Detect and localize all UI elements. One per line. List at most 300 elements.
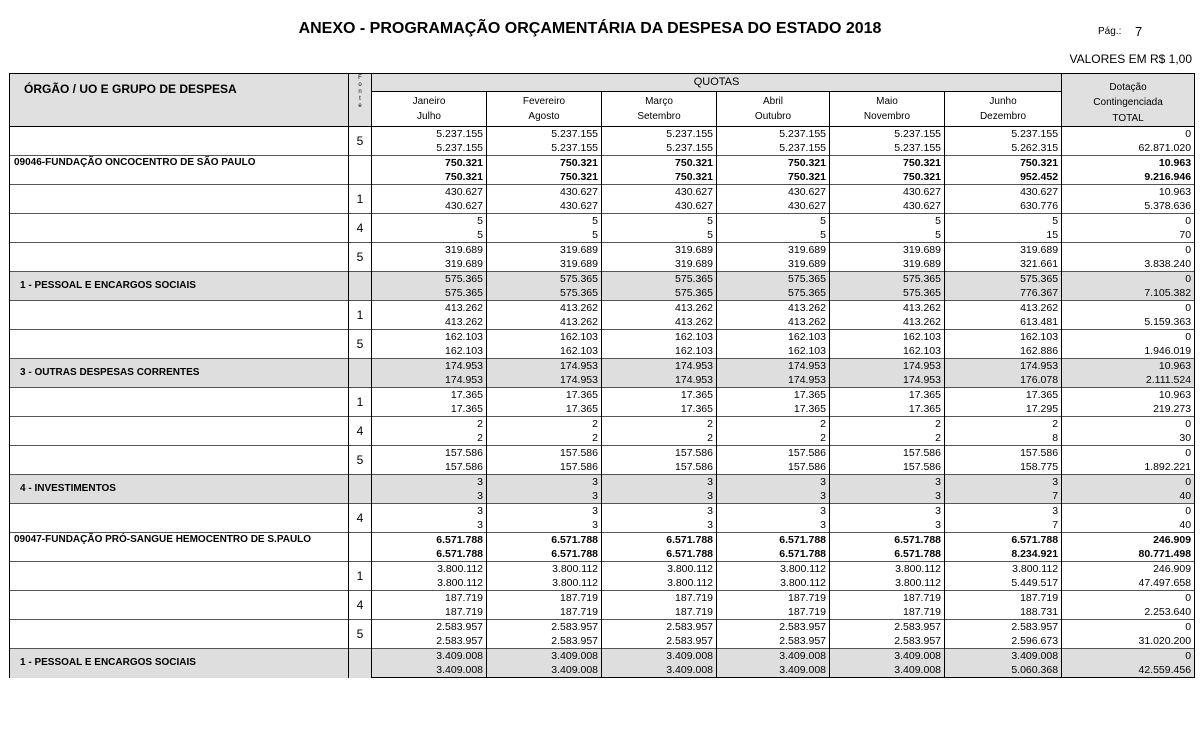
quota-value: 5.237.155 [372,127,487,142]
quota-value: 3.800.112 [830,576,945,591]
month-first-semester: Junho [989,96,1017,108]
contingency-value: 246.909 [1062,562,1195,577]
quota-value: 2.583.957 [830,620,945,635]
quota-value: 5 [717,228,830,243]
total-value: 31.020.200 [1062,634,1195,649]
quota-value: 157.586 [487,460,602,475]
quota-value: 430.627 [602,185,717,200]
quota-value: 3.800.112 [945,562,1062,577]
fonte-cell: 4 [349,504,372,533]
quota-value: 3.800.112 [487,576,602,591]
quota-value: 3.800.112 [717,576,830,591]
quota-value: 5.237.155 [487,127,602,142]
contingency-value: 10.963 [1062,359,1195,374]
fonte-cell: 5 [349,446,372,475]
quota-value: 162.103 [717,344,830,359]
quota-value: 5.237.155 [830,141,945,156]
quota-value: 3 [945,475,1062,490]
quota-value: 5.237.155 [945,127,1062,142]
quota-value: 750.321 [945,156,1062,171]
quota-value: 157.586 [372,460,487,475]
quota-value: 17.365 [487,402,602,417]
quota-value: 157.586 [372,446,487,461]
quota-value: 5.060.368 [945,663,1062,678]
total-value: 5.378.636 [1062,199,1195,214]
total-value: 9.216.946 [1062,170,1195,185]
quota-value: 3 [717,475,830,490]
quota-value: 413.262 [487,301,602,316]
quota-value: 3 [945,504,1062,519]
quota-value: 2.583.957 [602,634,717,649]
quota-value: 413.262 [945,301,1062,316]
quota-value: 8 [945,431,1062,446]
quota-value: 3 [602,504,717,519]
contingency-value: 0 [1062,214,1195,229]
fonte-cell: 1 [349,185,372,214]
quota-value: 6.571.788 [717,533,830,548]
quota-value: 776.367 [945,286,1062,301]
quota-value: 5 [372,214,487,229]
quota-value: 319.689 [372,257,487,272]
quota-value: 750.321 [372,156,487,171]
budget-table [9,73,1195,678]
quota-value: 157.586 [602,446,717,461]
fonte-cell: 1 [349,562,372,591]
quota-value: 3 [602,518,717,533]
contingency-value: 0 [1062,446,1195,461]
contingency-value: 0 [1062,127,1195,142]
table-row [10,185,1195,200]
quota-value: 6.571.788 [830,533,945,548]
quota-value: 430.627 [372,185,487,200]
contingency-value: 0 [1062,504,1195,519]
total-value: 219.273 [1062,402,1195,417]
fonte-header-letter: e [358,103,362,109]
quota-value: 3 [487,475,602,490]
quota-value: 187.719 [487,605,602,620]
quota-value: 3.409.008 [602,663,717,678]
table-row [10,214,1195,229]
quota-value: 162.103 [830,330,945,345]
month-first-semester: Janeiro [412,96,446,108]
quota-value: 5 [602,228,717,243]
quota-value: 3 [830,518,945,533]
row-label [10,388,349,417]
fonte-cell: 5 [349,330,372,359]
row-label [10,243,349,272]
quota-value: 3.409.008 [830,663,945,678]
quota-value: 613.481 [945,315,1062,330]
fonte-cell [349,649,372,678]
quota-value: 17.365 [830,402,945,417]
quota-value: 575.365 [372,272,487,287]
quota-value: 187.719 [602,605,717,620]
contingency-value: 0 [1062,301,1195,316]
total-value: 5.159.363 [1062,315,1195,330]
total-value: 3.838.240 [1062,257,1195,272]
quota-value: 430.627 [945,185,1062,200]
quota-value: 157.586 [487,446,602,461]
quota-value: 5.237.155 [717,127,830,142]
table-row [10,156,1195,171]
expense-group-label: 4 - INVESTIMENTOS [10,475,349,504]
total-value: 40 [1062,518,1195,533]
quota-value: 319.689 [830,243,945,258]
quota-value: 575.365 [717,286,830,301]
document-title: ANEXO - PROGRAMAÇÃO ORÇAMENTÁRIA DA DESPESA DO ESTADO 2018 [298,20,882,37]
quota-value: 319.689 [717,257,830,272]
quota-value: 319.689 [602,243,717,258]
quota-value: 750.321 [717,170,830,185]
quota-value: 2.583.957 [487,634,602,649]
total-value: 70 [1062,228,1195,243]
contingency-value: 10.963 [1062,388,1195,403]
quota-value: 750.321 [602,170,717,185]
quota-value: 3 [717,504,830,519]
quota-value: 750.321 [487,156,602,171]
quota-value: 174.953 [830,373,945,388]
quota-value: 187.719 [945,591,1062,606]
table-row [10,388,1195,403]
quota-value: 413.262 [830,315,945,330]
month-column-header [372,92,487,127]
table-row [10,504,1195,519]
quota-value: 3 [372,475,487,490]
quota-value: 2 [487,417,602,432]
fonte-header-letter: n [358,89,362,95]
quota-value: 575.365 [372,286,487,301]
fonte-cell [349,533,372,562]
quota-value: 2 [372,431,487,446]
quota-value: 3 [830,475,945,490]
contingency-value: 0 [1062,475,1195,490]
quota-value: 3 [372,518,487,533]
quota-value: 413.262 [602,315,717,330]
quota-value: 8.234.921 [945,547,1062,562]
quota-value: 7 [945,518,1062,533]
table-row [10,620,1195,635]
table-row [10,446,1195,461]
quota-value: 15 [945,228,1062,243]
month-column-header [717,92,830,127]
contingency-value: 0 [1062,330,1195,345]
quota-value: 2.583.957 [717,620,830,635]
quota-value: 575.365 [602,286,717,301]
org-column-header: ÓRGÃO / UO E GRUPO DE DESPESA [10,74,349,127]
quota-value: 430.627 [372,199,487,214]
month-second-semester: Dezembro [979,111,1027,123]
quota-value: 413.262 [487,315,602,330]
quota-value: 174.953 [487,373,602,388]
quota-value: 2.583.957 [717,634,830,649]
quota-value: 17.365 [602,402,717,417]
month-column-header [487,92,602,127]
quota-value: 17.365 [717,388,830,403]
quota-value: 7 [945,489,1062,504]
quota-value: 3.409.008 [602,649,717,664]
quota-value: 3.800.112 [602,576,717,591]
fonte-header-letter: t [359,96,361,102]
quota-value: 3 [372,504,487,519]
month-second-semester: Outubro [754,111,792,123]
quota-value: 430.627 [830,199,945,214]
quota-value: 5 [830,214,945,229]
contingency-value: 0 [1062,620,1195,635]
quota-value: 187.719 [830,605,945,620]
quota-value: 17.365 [945,388,1062,403]
total-column-header [1062,74,1195,127]
quota-value: 3 [487,518,602,533]
quota-value: 575.365 [487,286,602,301]
quota-value: 6.571.788 [487,533,602,548]
quota-value: 187.719 [717,605,830,620]
quota-value: 575.365 [487,272,602,287]
quota-value: 413.262 [717,301,830,316]
quota-value: 413.262 [372,301,487,316]
quota-value: 6.571.788 [372,547,487,562]
fonte-header-letter: o [358,82,362,88]
quota-value: 2 [830,431,945,446]
quota-value: 3.800.112 [487,562,602,577]
quota-value: 6.571.788 [372,533,487,548]
quota-value: 5 [372,228,487,243]
total-value: 1.892.221 [1062,460,1195,475]
contingency-value: 10.963 [1062,185,1195,200]
quota-value: 3 [830,504,945,519]
quota-value: 3.800.112 [830,562,945,577]
quota-value: 750.321 [372,170,487,185]
fonte-column-header [349,74,372,127]
month-second-semester: Novembro [863,111,911,123]
total-value: 40 [1062,489,1195,504]
quota-value: 162.103 [717,330,830,345]
quota-value: 6.571.788 [487,547,602,562]
quota-value: 319.689 [830,257,945,272]
quota-value: 174.953 [602,373,717,388]
fonte-cell: 5 [349,243,372,272]
quota-value: 430.627 [487,199,602,214]
quota-value: 162.103 [945,330,1062,345]
quota-value: 5.237.155 [717,141,830,156]
quota-value: 187.719 [372,591,487,606]
quota-value: 3 [830,489,945,504]
quota-value: 3.800.112 [372,576,487,591]
quota-value: 3.800.112 [602,562,717,577]
month-second-semester: Julho [417,111,441,123]
fonte-cell: 5 [349,620,372,649]
quota-value: 413.262 [830,301,945,316]
total-value: 30 [1062,431,1195,446]
expense-group-label: 1 - PESSOAL E ENCARGOS SOCIAIS [10,272,349,301]
quota-value: 2.583.957 [372,620,487,635]
fonte-cell: 1 [349,301,372,330]
fonte-cell: 4 [349,214,372,243]
quota-value: 3 [372,489,487,504]
quota-value: 2 [830,417,945,432]
quota-value: 5 [717,214,830,229]
quota-value: 5 [945,214,1062,229]
total-value: 47.497.658 [1062,576,1195,591]
contingency-value: 0 [1062,649,1195,664]
quota-value: 319.689 [717,243,830,258]
quota-value: 319.689 [945,243,1062,258]
quota-value: 2 [602,417,717,432]
fonte-cell: 5 [349,127,372,156]
quota-value: 174.953 [372,359,487,374]
total-header-line2: Contingenciada [1093,97,1163,108]
quota-value: 750.321 [602,156,717,171]
quota-value: 5 [487,228,602,243]
quota-value: 17.365 [602,388,717,403]
contingency-value: 0 [1062,591,1195,606]
quota-value: 3.800.112 [372,562,487,577]
quota-value: 3.409.008 [487,649,602,664]
quota-value: 750.321 [487,170,602,185]
row-label [10,417,349,446]
page-number: 7 [1135,24,1143,39]
quota-value: 413.262 [372,315,487,330]
month-first-semester: Março [645,96,673,108]
quota-value: 5 [830,228,945,243]
quota-value: 157.586 [830,446,945,461]
quota-value: 6.571.788 [602,547,717,562]
row-label [10,591,349,620]
month-first-semester: Maio [876,96,898,108]
quota-value: 430.627 [487,185,602,200]
quota-value: 17.365 [717,402,830,417]
quota-value: 162.886 [945,344,1062,359]
quota-value: 2.583.957 [372,634,487,649]
quota-value: 3.409.008 [372,663,487,678]
table-row [10,417,1195,432]
quota-value: 187.719 [487,591,602,606]
quota-value: 3 [717,518,830,533]
month-first-semester: Fevereiro [522,96,566,108]
quota-value: 17.295 [945,402,1062,417]
quota-value: 157.586 [602,460,717,475]
quota-value: 174.953 [945,359,1062,374]
unit-label: 09047-FUNDAÇÃO PRÓ-SANGUE HEMOCENTRO DE S.PAULO [10,533,349,562]
quota-value: 3 [602,475,717,490]
quota-value: 162.103 [602,344,717,359]
month-second-semester: Agosto [528,111,560,123]
fonte-cell [349,156,372,185]
quota-value: 319.689 [602,257,717,272]
expense-group-label: 1 - PESSOAL E ENCARGOS SOCIAIS [10,649,349,678]
fonte-cell [349,272,372,301]
quota-value: 2.583.957 [830,634,945,649]
table-row [10,272,1195,287]
fonte-cell: 4 [349,591,372,620]
quota-value: 430.627 [602,199,717,214]
fonte-cell: 4 [349,417,372,446]
quota-value: 2 [487,431,602,446]
quota-value: 5.237.155 [372,141,487,156]
total-value: 62.871.020 [1062,141,1195,156]
quota-value: 5.262.315 [945,141,1062,156]
fonte-cell: 1 [349,388,372,417]
unit-label: 09046-FUNDAÇÃO ONCOCENTRO DE SÃO PAULO [10,156,349,185]
row-label [10,301,349,330]
quota-value: 3.409.008 [717,663,830,678]
quota-value: 17.365 [372,402,487,417]
quota-value: 750.321 [830,156,945,171]
quota-value: 158.775 [945,460,1062,475]
quota-value: 187.719 [717,591,830,606]
quota-value: 162.103 [602,330,717,345]
values-note: VALORES EM R$ 1,00 [1069,52,1192,66]
quota-value: 3.409.008 [372,649,487,664]
budget-body [10,127,1195,678]
quota-value: 5.449.517 [945,576,1062,591]
quota-value: 5.237.155 [487,141,602,156]
table-row [10,243,1195,258]
quota-value: 5.237.155 [602,141,717,156]
quota-value: 3.409.008 [945,649,1062,664]
quota-value: 187.719 [372,605,487,620]
total-header-line1: Dotação [1109,82,1147,93]
quota-value: 6.571.788 [717,547,830,562]
quota-value: 162.103 [487,330,602,345]
quota-value: 157.586 [717,460,830,475]
quota-value: 2 [372,417,487,432]
quota-value: 319.689 [372,243,487,258]
quota-value: 2.596.673 [945,634,1062,649]
quota-value: 3.409.008 [830,649,945,664]
table-row [10,562,1195,577]
table-row [10,301,1195,316]
quota-value: 575.365 [830,286,945,301]
quota-value: 2 [602,431,717,446]
quota-value: 3.409.008 [487,663,602,678]
quota-value: 413.262 [717,315,830,330]
quota-value: 750.321 [830,170,945,185]
contingency-value: 0 [1062,417,1195,432]
fonte-header-letter: F [358,75,362,81]
quota-value: 2.583.957 [945,620,1062,635]
quotas-header: QUOTAS [372,74,1062,92]
quota-value: 952.452 [945,170,1062,185]
row-label [10,185,349,214]
quota-value: 2.583.957 [487,620,602,635]
table-row [10,649,1195,664]
quota-value: 5.237.155 [830,127,945,142]
row-label [10,214,349,243]
quota-value: 162.103 [372,330,487,345]
quota-value: 430.627 [717,199,830,214]
total-header-line3: TOTAL [1112,113,1144,124]
fonte-cell [349,475,372,504]
contingency-value: 246.909 [1062,533,1195,548]
quota-value: 575.365 [717,272,830,287]
table-row [10,127,1195,142]
quota-value: 430.627 [830,185,945,200]
quota-value: 17.365 [487,388,602,403]
table-row [10,330,1195,345]
total-value: 80.771.498 [1062,547,1195,562]
quota-value: 3 [602,489,717,504]
quota-value: 430.627 [717,185,830,200]
quota-value: 2 [945,417,1062,432]
total-value: 2.111.524 [1062,373,1195,388]
quota-value: 17.365 [830,388,945,403]
quota-value: 174.953 [487,359,602,374]
contingency-value: 0 [1062,243,1195,258]
table-row [10,359,1195,374]
month-second-semester: Setembro [637,111,681,123]
quota-value: 413.262 [602,301,717,316]
total-value: 7.105.382 [1062,286,1195,301]
